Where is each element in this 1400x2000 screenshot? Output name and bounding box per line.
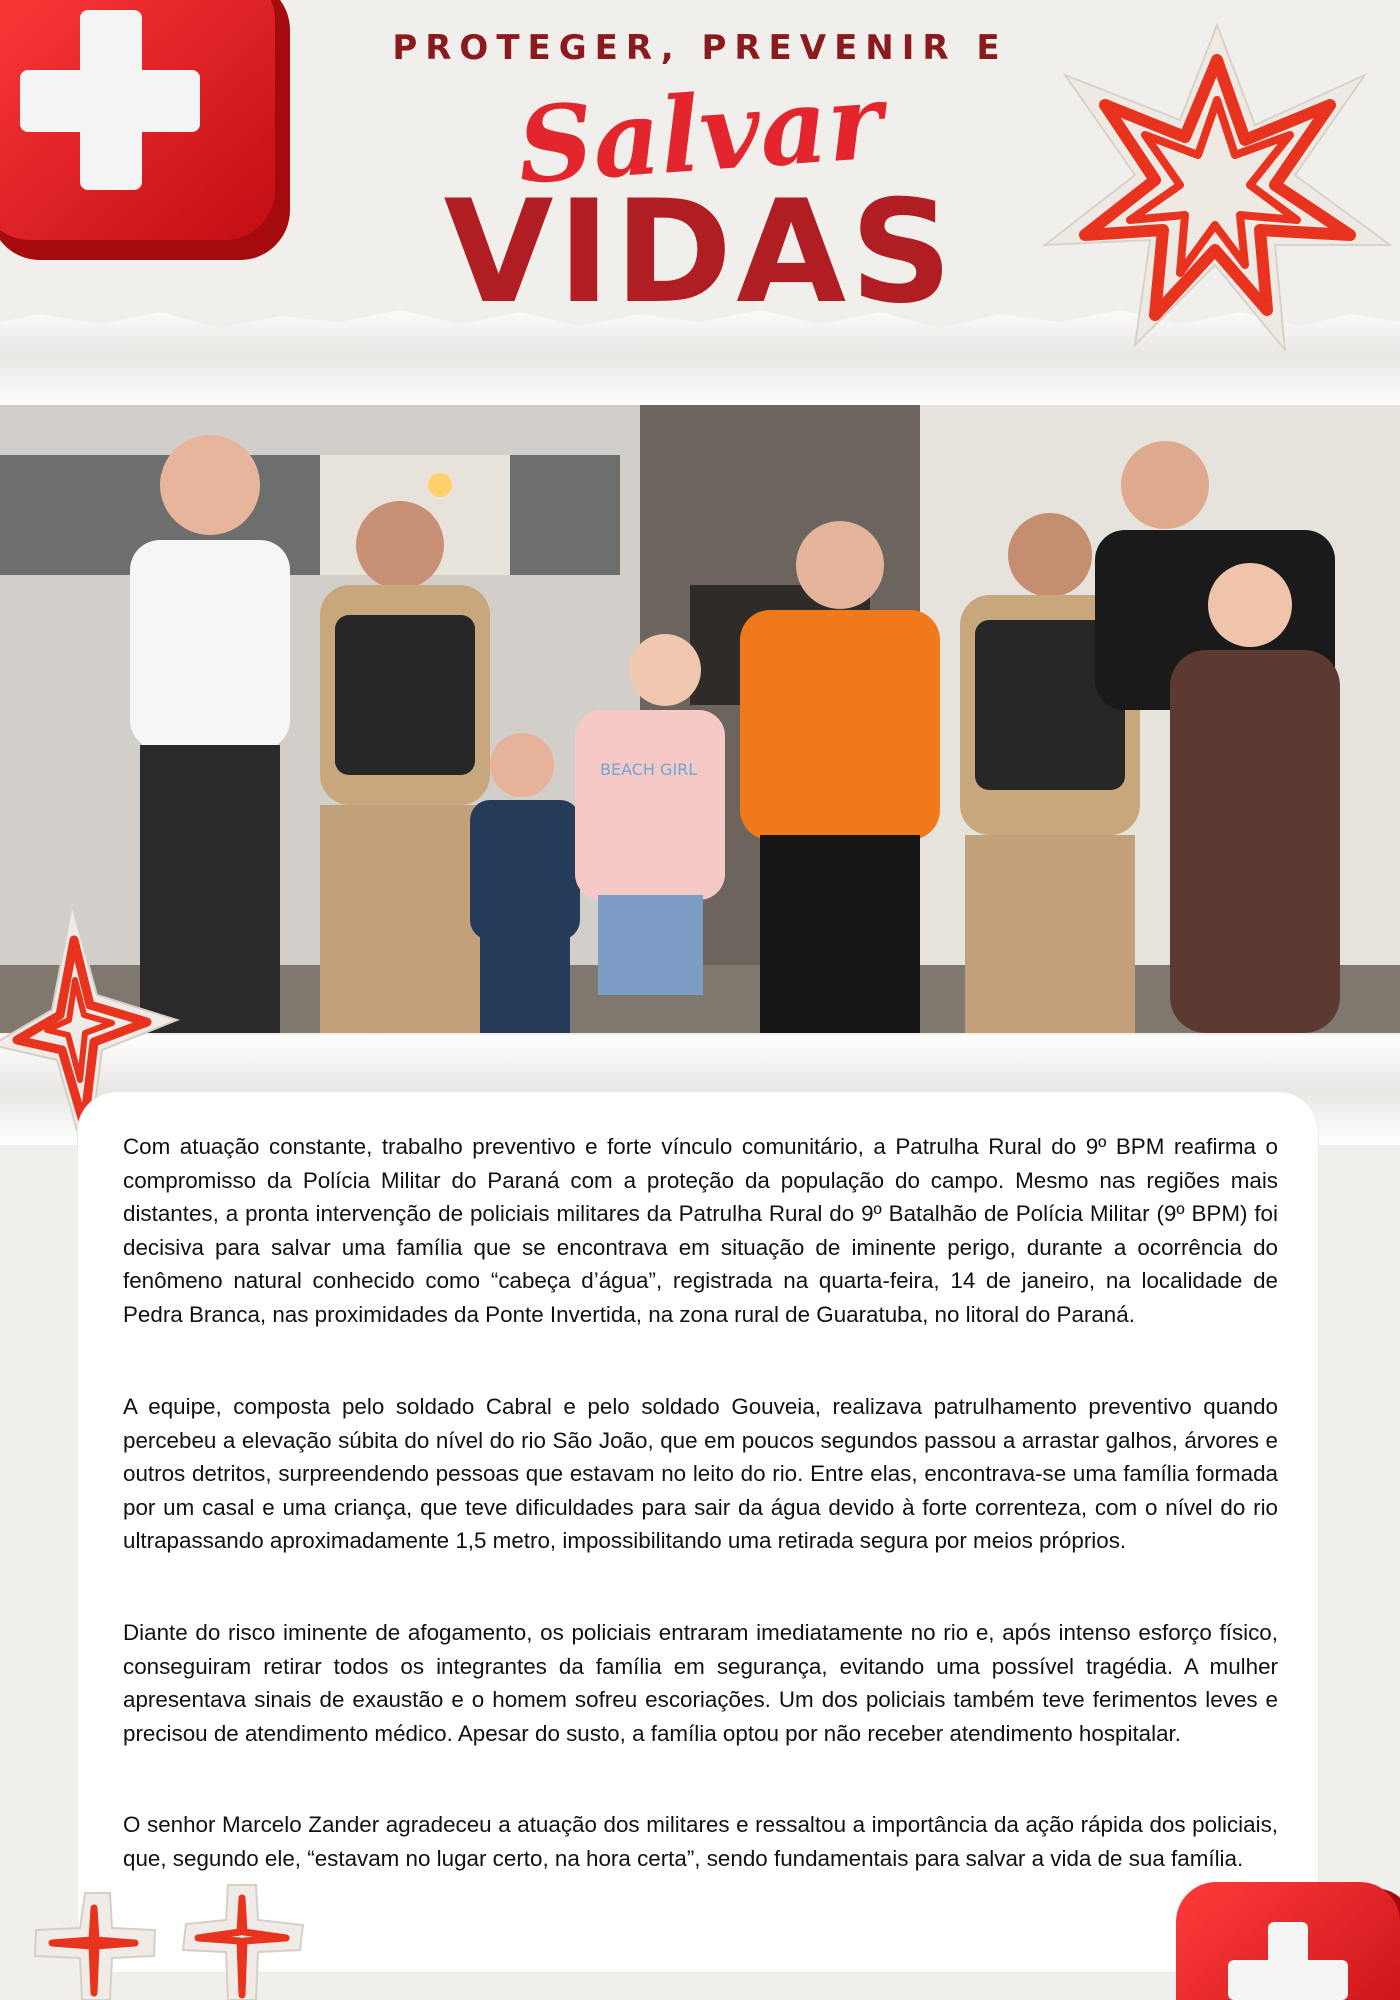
header-title: VIDAS: [443, 170, 957, 335]
article-paragraph: O senhor Marcelo Zander agradeceu a atuação dos militares e ressaltou a importância da ação rápida dos policiais, que, segundo ele, “estavam no lugar certo, na hora certa”, sendo fundamentais para salvar a vida de sua família.: [123, 1812, 1278, 1871]
star-icon: [178, 1880, 308, 2000]
header-kicker: PROTEGER, PREVENIR E: [392, 28, 1008, 68]
shirt-text: BEACH GIRL: [600, 760, 698, 779]
first-aid-cross-icon: [1170, 1878, 1400, 2000]
header-script-word: Salvar: [513, 59, 887, 208]
star-icon: [1035, 15, 1400, 355]
article-paragraph: Com atuação constante, trabalho preventivo e forte vínculo comunitário, a Patrulha Rural do 9º BPM reafirma o compromisso da Polícia Militar do Paraná com a proteção da população do campo. Mesmo nas regiões mais distantes, a pronta intervenção de policiais militares da Patrulha Rural do 9º Batalhão de Polícia Militar (9º BPM) foi decisiva para salvar uma família que se encontrava em situação de iminente perigo, durante a ocorrência do fenômeno natural conhecido como “cabeça d’água”, registrada na quarta-feira, 14 de janeiro, na localidade de Pedra Branca, nas proximidades da Ponte Invertida, na zona rural de Guaratuba, no litoral do Paraná.: [123, 1134, 1278, 1327]
article-card: [78, 1092, 1318, 1972]
group-photo: [0, 405, 1400, 1033]
star-icon: [30, 1888, 160, 2000]
article-paragraph: A equipe, composta pelo soldado Cabral e pelo soldado Gouveia, realizava patrulhamento preventivo quando percebeu a elevação súbita do nível do rio São João, que em poucos segundos passou a arrastar galhos, árvores e outros detritos, surpreendendo pessoas que estavam no leito do rio. Entre elas, encontrava-se uma família formada por um casal e uma criança, que teve dificuldades para sair da água devido à forte correnteza, com o nível do rio ultrapassando aproximadamente 1,5 metro, impossibilitando uma retirada segura por meios próprios.: [123, 1394, 1278, 1553]
group-photo-illustration: [0, 405, 1400, 1033]
article-paragraph: Diante do risco iminente de afogamento, os policiais entraram imediatamente no rio e, após intenso esforço físico, conseguiram retirar todos os integrantes da família em segurança, evitando uma possível tragédia. A mulher apresentava sinais de exaustão e o homem sofreu escoriações. Um dos policiais também teve ferimentos leves e precisou de atendimento médico. Apesar do susto, a família optou por não receber atendimento hospitalar.: [123, 1620, 1278, 1746]
first-aid-cross-icon: [0, 0, 310, 290]
